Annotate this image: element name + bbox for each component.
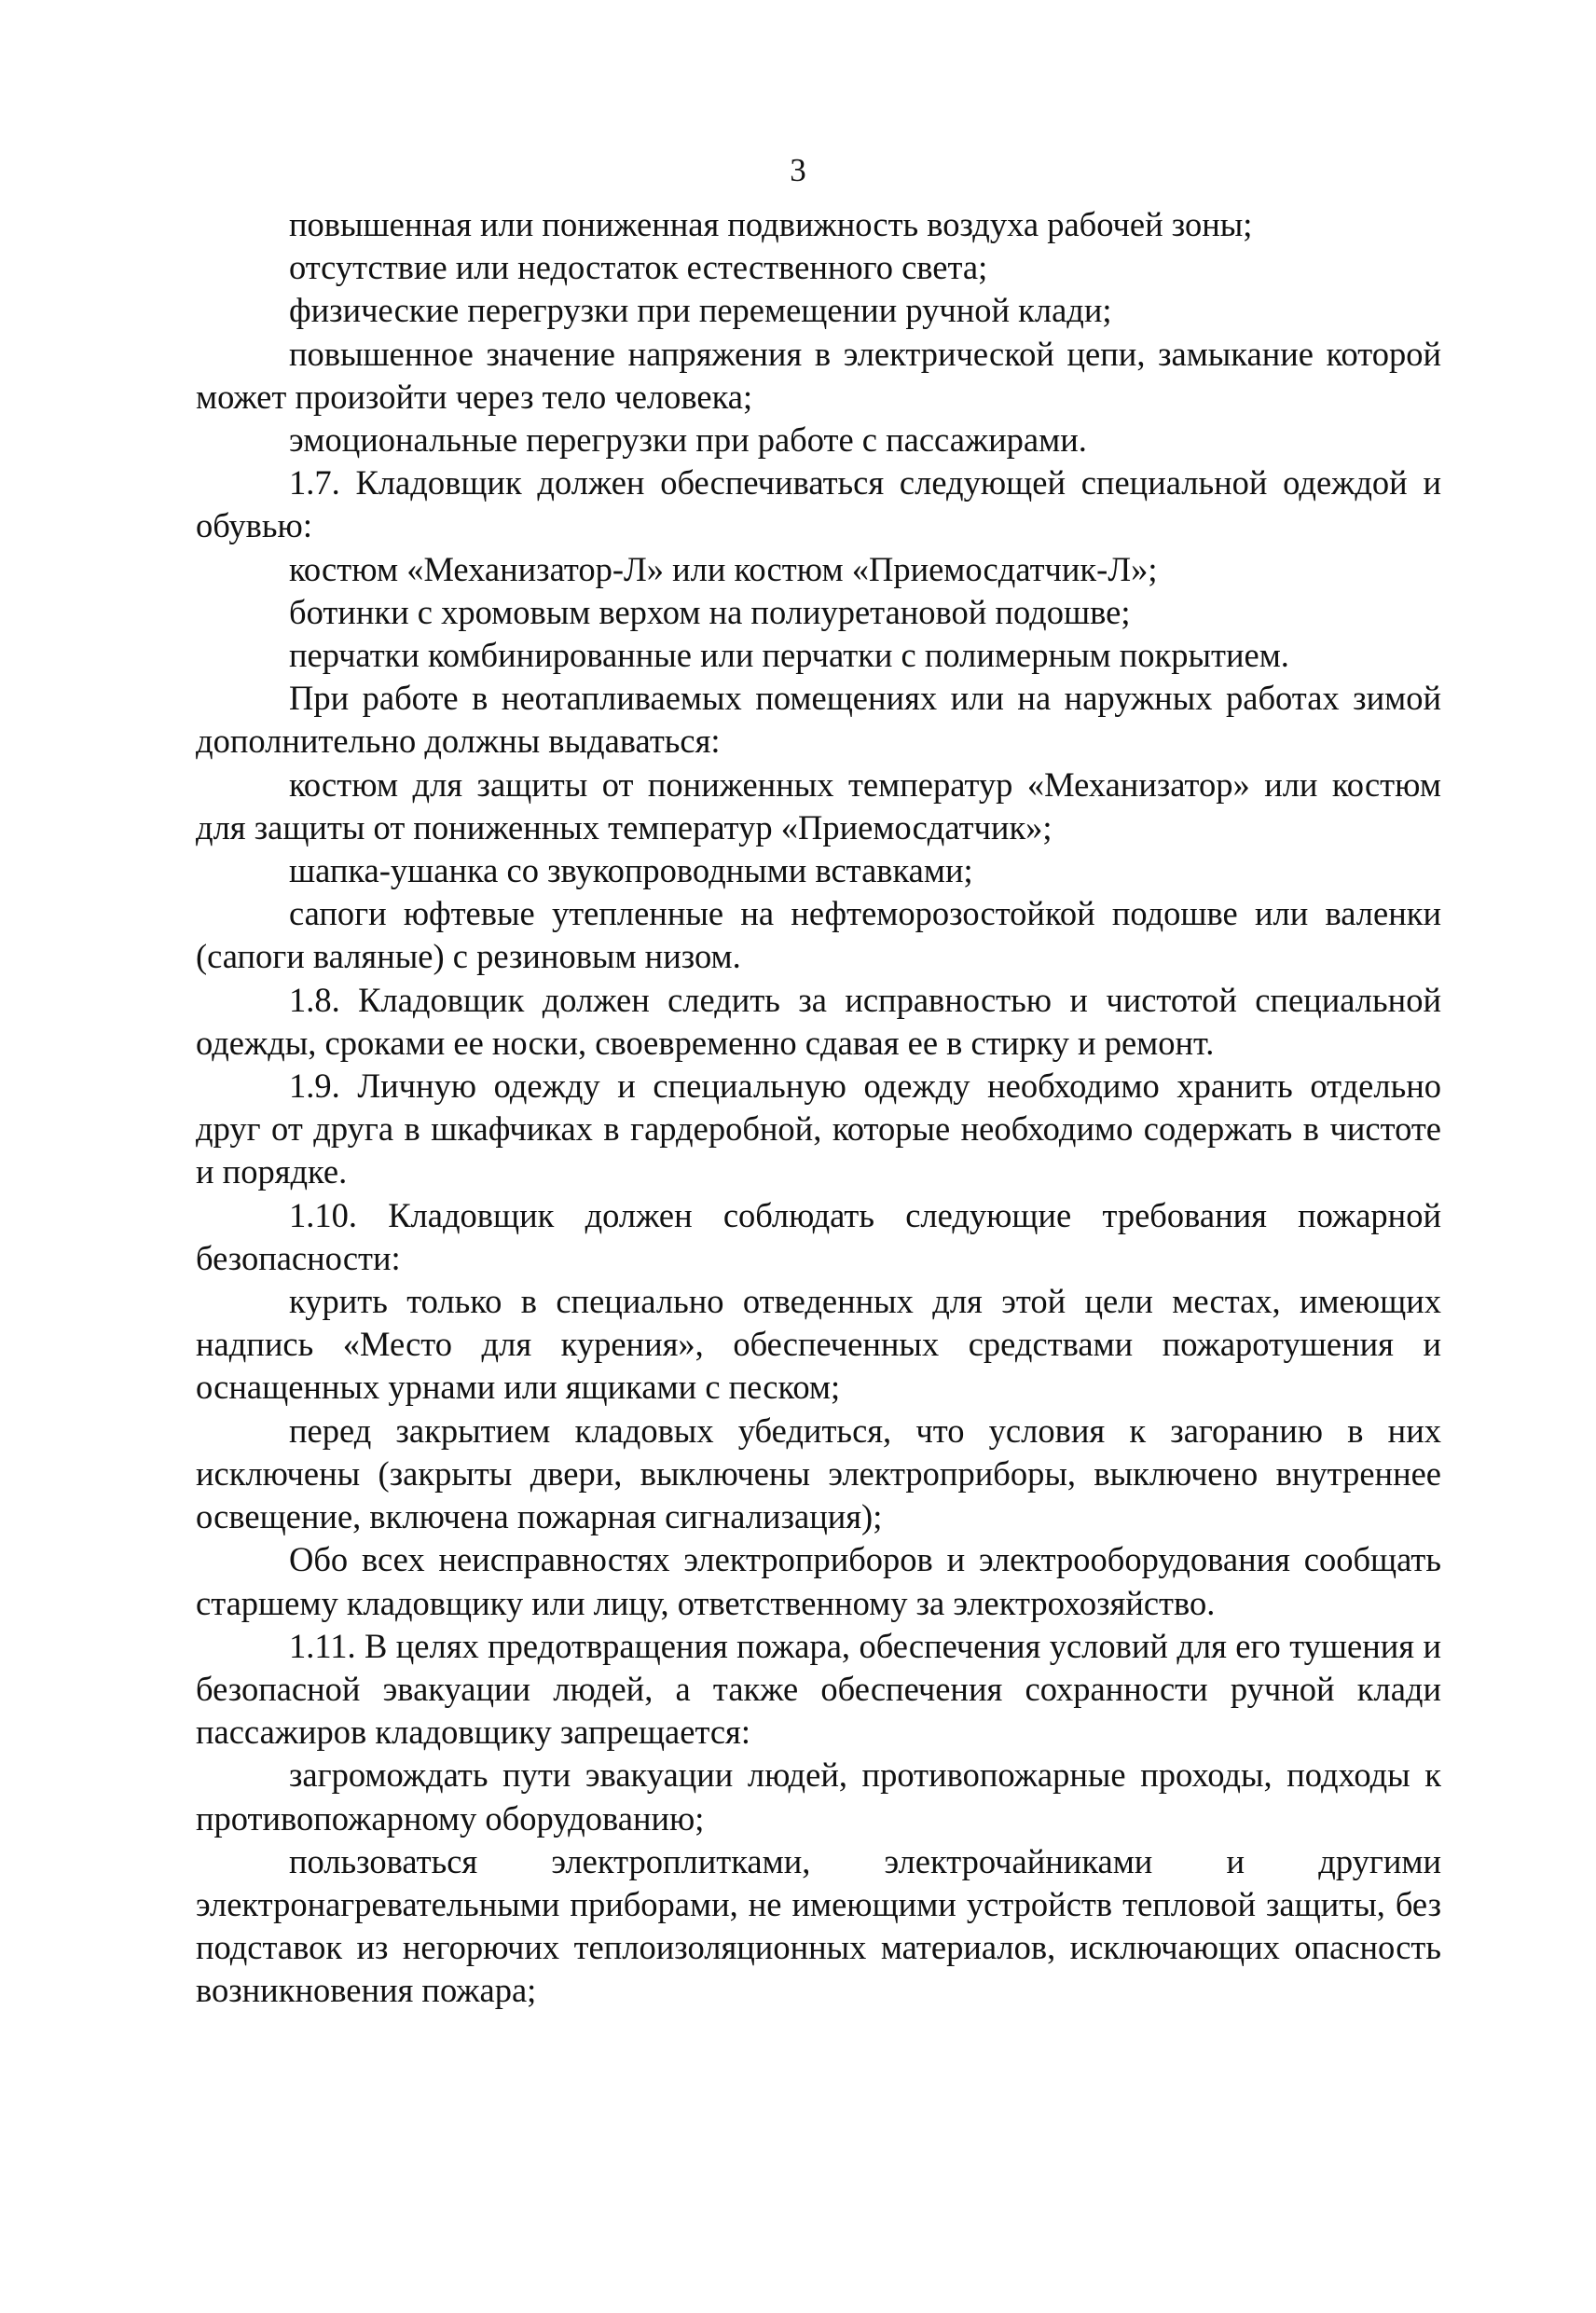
paragraph: костюм для защиты от пониженных температур «Механизатор» или костюм для защиты от пониженных температур «Приемосдатчик»; <box>196 764 1441 847</box>
paragraph: загромождать пути эвакуации людей, противопожарные проходы, подходы к противопожарному оборудованию; <box>196 1755 1441 1838</box>
paragraph: шапка-ушанка со звукопроводными вставками; <box>289 851 973 890</box>
paragraph: повышенное значение напряжения в электрической цепи, замыкание которой может произойти через тело человека; <box>196 334 1441 416</box>
section-1-8: 1.8. Кладовщик должен следить за исправностью и чистотой специальной одежды, сроками ее носки, своевременно сдавая ее в стирку и ремонт. <box>196 980 1441 1062</box>
paragraph: курить только в специально отведенных для этой цели местах, имеющих надпись «Место для курения», обеспеченных средствами пожаротушения и оснащенных урнами или ящиками с песком; <box>196 1282 1441 1407</box>
paragraph: При работе в неотапливаемых помещениях или на наружных работах зимой дополнительно должны выдаваться: <box>196 679 1441 761</box>
section-1-7: 1.7. Кладовщик должен обеспечиваться следующей специальной одеждой и обувью: <box>196 463 1441 545</box>
section-1-9: 1.9. Личную одежду и специальную одежду необходимо хранить отдельно друг от друга в шкафчиках в гардеробной, которые необходимо содержать в чистоте и порядке. <box>196 1067 1441 1191</box>
paragraph: перед закрытием кладовых убедиться, что условия к загоранию в них исключены (закрыты двери, выключены электроприборы, выключено внутреннее освещение, включена пожарная сигнализация); <box>196 1411 1441 1536</box>
section-1-11: 1.11. В целях предотвращения пожара, обеспечения условий для его тушения и безопасной эвакуации людей, а также обеспечения сохранности ручной клади пассажиров кладовщику запрещается: <box>196 1626 1441 1752</box>
paragraph: эмоциональные перегрузки при работе с пассажирами. <box>289 420 1087 460</box>
paragraph: отсутствие или недостаток естественного света; <box>289 248 988 287</box>
section-1-10: 1.10. Кладовщик должен соблюдать следующие требования пожарной безопасности: <box>196 1195 1441 1277</box>
page-number: 3 <box>790 152 806 188</box>
paragraph: сапоги юфтевые утепленные на нефтеморозостойкой подошве или валенки (сапоги валяные) с резиновым низом. <box>196 894 1441 976</box>
paragraph: перчатки комбинированные или перчатки с полимерным покрытием. <box>289 636 1289 675</box>
paragraph: ботинки с хромовым верхом на полиуретановой подошве; <box>289 592 1131 631</box>
paragraph: Обо всех неисправностях электроприборов и электрооборудования сообщать старшему кладовщику или лицу, ответственному за электрохозяйство. <box>196 1540 1441 1622</box>
paragraph: физические перегрузки при перемещении ручной клади; <box>289 291 1112 330</box>
document-body <box>196 203 1441 2013</box>
paragraph: повышенная или пониженная подвижность воздуха рабочей зоны; <box>289 205 1253 243</box>
paragraph: пользоваться электроплитками, электрочайниками и другими электронагревательными приборами, не имеющими устройств тепловой защиты, без подставок из негорючих теплоизоляционных материалов, исключающих опасность возникновения пожара; <box>196 1841 1441 2010</box>
paragraph: костюм «Механизатор-Л» или костюм «Приемосдатчик-Л»; <box>289 549 1158 588</box>
